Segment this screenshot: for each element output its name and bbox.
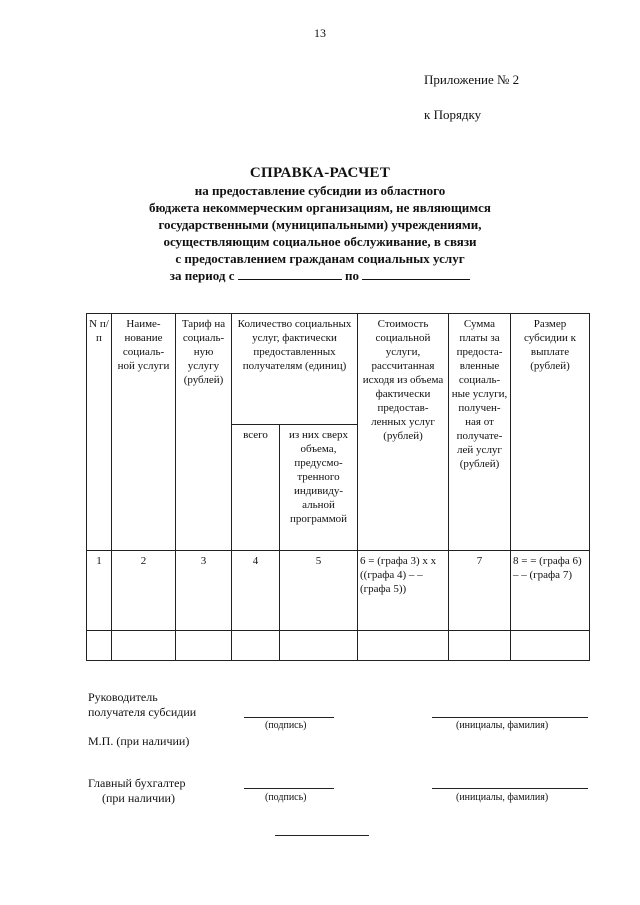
empty-cell[interactable] (449, 631, 511, 661)
order-reference: к Порядку (424, 107, 482, 122)
head-label-2: получателя субсидии (88, 705, 197, 719)
accountant-label-2: (при наличии) (102, 791, 175, 805)
header-quantity-over: из них сверх объема, предусмо- тренного индивиду- альной программой (280, 425, 358, 551)
header-quantity: Количество социальных услуг, фактически предоставленных получателям (единиц) (232, 314, 358, 425)
title-line-4: осуществляющим социальное обслуживание, в связи (163, 234, 477, 249)
col-num-4: 4 (232, 551, 280, 631)
stamp-label: М.П. (при наличии) (88, 734, 190, 748)
accountant-signature-line[interactable] (244, 788, 334, 789)
head-name-caption: (инициалы, фамилия) (456, 720, 549, 731)
accountant-name-line[interactable] (432, 788, 588, 789)
title-line-3: государственными (муниципальными) учреждениями, (158, 217, 482, 232)
accountant-label-1: Главный бухгалтер (88, 776, 186, 790)
calculation-table (86, 313, 590, 661)
title-main: СПРАВКА-РАСЧЕТ (249, 165, 391, 181)
empty-cell[interactable] (358, 631, 449, 661)
col-num-2: 2 (112, 551, 176, 631)
appendix-label: Приложение № 2 (424, 72, 520, 87)
head-signature-line[interactable] (244, 717, 334, 718)
header-cost: Стоимость социальной услуги, рассчитанная исходя из объема фактически предостав- ленных услуг (рублей) (358, 314, 449, 551)
header-number: N п/п (87, 314, 112, 551)
header-subsidy: Размер субсидии к выплате (рублей) (511, 314, 590, 551)
title-line-5: с предоставлением гражданам социальных услуг (175, 251, 465, 266)
period-to-blank[interactable] (362, 267, 470, 280)
col-num-1: 1 (87, 551, 112, 631)
head-name-line[interactable] (432, 717, 588, 718)
period-prefix: за период с (169, 268, 235, 283)
empty-data-row[interactable] (87, 631, 590, 661)
col-num-7: 7 (449, 551, 511, 631)
title-line-1: на предоставление субсидии из областного (194, 183, 446, 198)
header-service-name: Наиме- нование социаль- ной услуги (112, 314, 176, 551)
period-from-blank[interactable] (238, 267, 342, 280)
column-number-row (87, 551, 590, 631)
header-payment: Сумма платы за предоста- вленные социаль- ные услуги, получен- ная от получате- лей услуг (рублей) (449, 314, 511, 551)
page-number: 13 (314, 26, 326, 40)
accountant-name-caption: (инициалы, фамилия) (456, 792, 549, 803)
col-num-6: 6 = (графа 3) x x ((графа 4) – – (графа 5)) (358, 551, 449, 631)
header-tariff: Тариф на социаль- ную услугу (рублей) (176, 314, 232, 551)
col-num-5: 5 (280, 551, 358, 631)
col-num-8: 8 = = (графа 6) – – (графа 7) (511, 551, 590, 631)
accountant-signature-caption: (подпись) (265, 792, 307, 803)
document-title (0, 164, 640, 284)
header-quantity-total: всего (232, 425, 280, 551)
empty-cell[interactable] (232, 631, 280, 661)
head-label-1: Руководитель (88, 690, 158, 704)
empty-cell[interactable] (176, 631, 232, 661)
title-line-2: бюджета некоммерческим организациям, не являющимся (149, 200, 491, 215)
empty-cell[interactable] (87, 631, 112, 661)
empty-cell[interactable] (112, 631, 176, 661)
period-middle: по (344, 268, 359, 283)
empty-cell[interactable] (511, 631, 590, 661)
col-num-3: 3 (176, 551, 232, 631)
empty-cell[interactable] (280, 631, 358, 661)
head-signature-caption: (подпись) (265, 720, 307, 731)
period-line (0, 267, 640, 284)
closing-separator (275, 835, 369, 836)
